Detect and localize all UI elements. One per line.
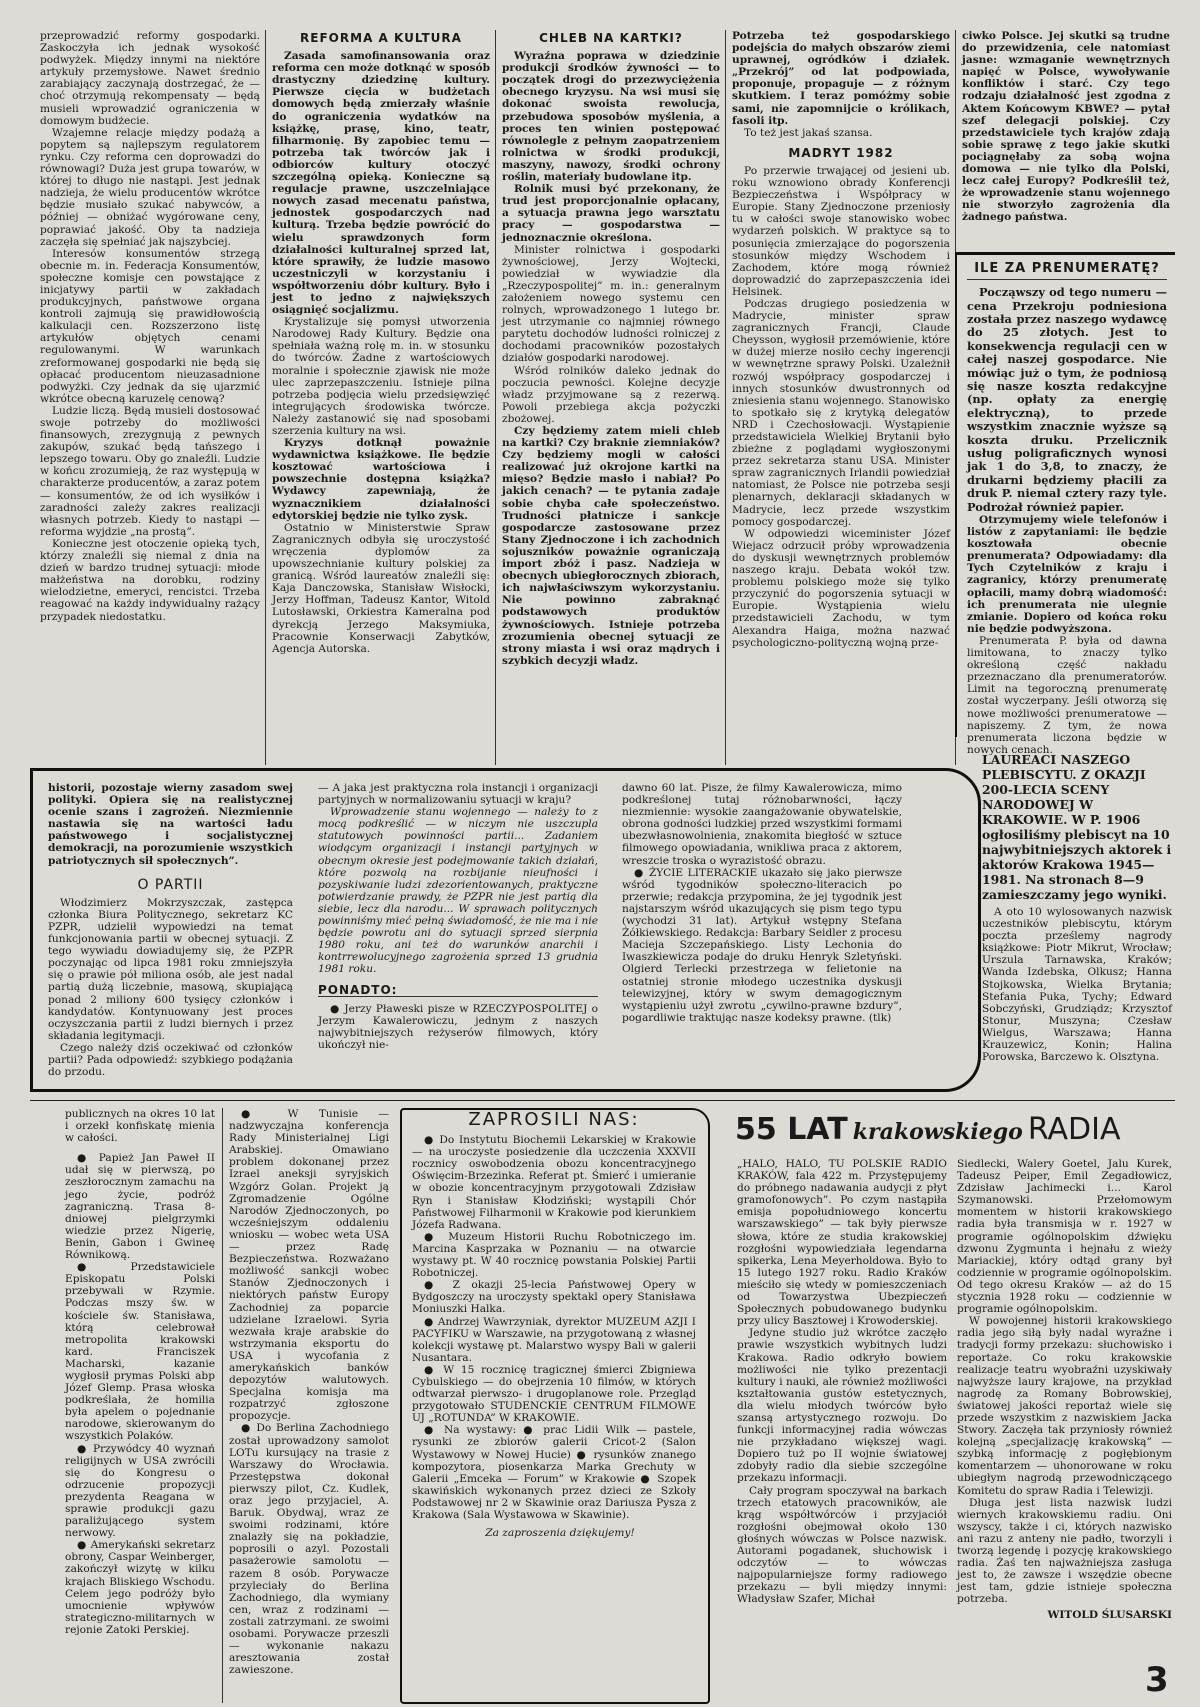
news-paragraph: ● Do Berlina Zachodniego został uprowadzony samolot LOTu kursujący na trasie z Warszawy do Wrocławia. Przestępstwa dokonał pierwszy pilot, Cz. Kudlek, oraz jego przyjaciel, A. Baruk. Obydwaj, wraz ze swoimi rodzinami, które znalazły się na pokładzie, poprosili o azyl. Pozostali pasażerowie samolotu — razem 8 osób. Porywacze przyleciały do Berlina Zachodniego, dla wymiany cen, wraz z rodzinami — zostali zatrzymani. ze swoimi osobami. Porywacze przeszli — wykonanie nakazu aresztowania został zawieszone. — [229, 1422, 389, 1677]
invitation-item: ● Z okazji 25-lecia Państwowej Opery w Bydgoszczy na uroczysty spektakl opery Stanisława Moniuszki Halka. — [412, 1279, 696, 1316]
news-paragraph: ● Przywódcy 40 wyznań religijnych w USA zwrócili się do Kongresu o odrzucenie propozycji prezydenta Reagana w sprawie produkcji gazu paraliżującego system nerwowy. — [65, 1442, 215, 1540]
news-paragraph: ● Papież Jan Paweł II udał się w pierwszą, po zeszłorocznym zamachu na jego życie, podróż zagraniczną. Trasa 8-dniowej pielgrzymki wiedzie przez Nigerię, Benin, Gabon i Gwineę Równikową. — [65, 1152, 215, 1262]
column-3-paragraph: Minister rolnictwa i gospodarki żywnościowej, Jerzy Wojtecki, powiedział w wywiadzie dla „Rzeczypospolitej” m. in.: generalnym założeniem nowego systemu cen rolnych, wprowadzonego 1 lutego br. jest utrzymanie co najmniej równego parytetu dochodów ludności rolniczej z dochodami pracowników pozostałych działów gospodarki narodowej. — [502, 243, 720, 365]
party-paragraph: ● ŻYCIE LITERACKIE ukazało się jako pierwsze wśród tygodników społeczno-literacich po przerwie; redakcja przypomina, że jej tygodnik jest najstarszym wśród ukazujących się pism tego typu (wychodzi 31 lat). Artykuł wstępny Stefana Żółkiewskiego. Redakcja: Barbary Seidler z procesu Macieja Szczepańskiego. Listy Lechonia do Iwaszkiewicza podaje do druku Henryk Szletyński. Olgierd Terlecki przestrzega w felietonie na ostatniej stronie młodego uczestnika dyskusji telewizyjnej, który w swym demagogicznym wystąpieniu użył zwrotu „cywilno-prawne bzdury”, pogardliwie traktując nasze kodeksy prawne. (tlk) — [622, 866, 902, 1024]
column-5-paragraph: ciwko Polsce. Jej skutki są trudne do przewidzenia, cele natomiast jasne: wzmaganie wewnętrznych napięć w Polsce, wywoływanie konfliktów i starć. Czy tego rodzaju działalność jest zgodna z Aktem Końcowym KBWE? — pytał szef delegacji polskiej. Czy przedstawiciele tych krajów zdają sobie sprawę z tego jakie skutki pociągnęłaby za sobą wojna domowa — nie tylko dla Polski, lecz całej Europy? Podkreślił też, że wprowadzenie stanu wojennego nie stworzyło zagrożenia dla żadnego państwa. — [962, 30, 1170, 224]
invitation-item: ● Na wystawy: ● prac Lidii Wilk — pastele, rysunki ze zbiorów galerii Cricot-2 (Salon Wystawowy w Nowej Hucie) ● rysunków znanego kompozytora, piosenkarza Marka Grechuty w Galerii „Emceka — Forum” w Krakowie ● Szopek skawińskich wykonanych przez dzieci ze Szkoły Podstawowej nr 2 w Skawinie oraz Dariusza Pysza z Krakowa (Sala Wystawowa w Skawinie). — [412, 1424, 696, 1521]
column-4-paragraph: Potrzeba też gospodarskiego podejścia do małych obszarów ziemi uprawnej, ogródków i działek. „Przekrój” od lat podpowiada, proponuje, propaguje — z różnym skutkiem. I teraz pomóżmy sobie sami, nie zapomnijcie o królikach, fasoli itp. — [732, 30, 950, 127]
party-paragraph: — A jaka jest praktyczna rola instancji i organizacji partyjnych w normalizowaniu sytuacji w kraju? — [318, 782, 598, 807]
radio-title-c: RADIA — [1027, 1112, 1121, 1147]
section-heading: CHLEB NA KARTKI? — [539, 31, 683, 45]
radio-paragraph: Długa jest lista nazwisk ludzi wiernych krakowskiemu radiu. Oni wszyscy, także i ci, których nazwisko ani razu z anteny nie padło, tworzyli i tworzą legendę i pozycję krakowskiego radia. Żaś ten najważniejsza zasługa jest to, że zawsze i wszędzie obecne jest tam, gdzie istnieje społeczna potrzeba. — [957, 1496, 1172, 1606]
page-number: 3 — [1145, 1660, 1169, 1700]
column-1 — [40, 30, 260, 623]
news-column-2 — [229, 1108, 389, 1676]
party-paragraph: Wprowadzenie stanu wojennego — należy to z mocą podkreślić — w niczym nie uszczupla statutowych powinności partii... Zadaniem wiodącym organizacji i instancji partyjnych w obecnym okresie jest podejmowanie takich działań, które pozwolą na rozbijanie nieufności i pozyskiwanie ludzi zdezorientowanych, praktyczne potwierdzanie prawdy, że PZPR nie jest partią dla siebie, lecz dla narodu... W sprawach politycznych powinniśmy mieć pełną świadomość, że nie ma i nie będzie powrotu ani do sytuacji sprzed sierpnia 1980 roku, ani też do warunków anarchii i kontrrewolucyjnego zagrożenia sprzed 13 grudnia 1981 roku. — [318, 806, 598, 976]
news-paragraph: ● W Tunisie — nadzwyczajna konferencja Rady Ministerialnej Ligi Arabskiej. Omawiano problem dokonanej przez Izrael aneksji syryjskich Wzgórz Golan. Projekt ją Zgromadzenie Ogólne Narodów Zjednoczonych, po wcześniejszym oddaleniu wniosku — wobec weta USA — przez Radę Bezpieczeństwa. Rozważano możliwość sankcji wobec Stanów Zjednoczonych i niektórych państw Europy Zachodniej za poparcie udzielane Izraelowi. Syria wezwała kraje arabskie do wstrzymania eksportu do USA i wycofania z amerykańskich banków depozytów walutowych. Specjalna komisja ma rozpatrzyć zgłoszone propozycje. — [229, 1108, 389, 1423]
party-box-column-3 — [622, 782, 902, 1024]
column-1-paragraph: Ludzie liczą. Będą musieli dostosować swoje potrzeby do możliwości finansowych, zrezygnują z pewnych zakupów, szukać będą tańszego i lepszego towaru. Oby go znaleźli. Ludzie w końcu zrozumieją, że raz występują w charakterze producentów, a zaraz potem — konsumentów, że od ich wysiłków i zaradności zależy zakres realizacji własnych potrzeb. Kiedy to nastąpi — reforma wyjdzie „na prostą”. — [40, 404, 260, 538]
subscription-paragraph: Prenumerata P. była od dawna limitowana, to znaczy tylko określoną część nakładu przeznaczano dla prenumeratorów. Limit na tegoroczną prenumeratę został wyczerpany. Jeśli otworzą się nowe możliwości prenumeratowe — napiszemy. Z tym, że nowa prenumerata liczona będzie w nowych cenach. — [967, 634, 1167, 756]
laureates-title: LAUREACI NASZEGO PLEBISCYTU. Z OKAZJI 200-LECIA SCENY NARODOWEJ W KRAKOWIE. W P. 1906 ogłosiliśmy plebiscyt na 10 najwybitniejszych aktorek i aktorów Krakowa 1945—1981. Na stronach 8—9 zamieszczamy jego wyniki. — [982, 752, 1172, 902]
news-paragraph: ● Amerykański sekretarz obrony, Caspar Weinberger, zakończył wizytę w kilku krajach Bliskiego Wschodu. Celem jego podróży było umocnienie wpływów strategiczno-militarnych w rejonie Zatoki Perskiej. — [65, 1539, 215, 1636]
invitations-column — [412, 1109, 696, 1540]
column-1-paragraph: Wzajemne relacje między podażą a popytem są najlepszym regulatorem rynku. Czy reforma cen doprowadzi do równowagi? Duża jest grupa towarów, w której to długo nie nastąpi. Jest jednak nadzieja, że wielu producentów wkrótce będzie musiało szukać nabywców, a później — obniżać wygórowane ceny, poprawiać jakość. Oby ta nadzieja zaczęła się spełniać jak najszybciej. — [40, 126, 260, 248]
column-1-paragraph: Interesów konsumentów strzegą obecnie m. in. Federacja Konsumentów, społeczne komisje cen powstające z inicjatywy partii w zakładach produkcyjnych, państwowe organa kontroli zajmują się prawidłowością kalkulacji cen. Rozszerzono listę artykułów objętych cenami regulowanymi. W warunkach zreformowanej gospodarki nie będą się opłacać producentom nieuzasadnione podwyżki. Czy jednak da się ujarzmić wkrótce obecną karuzelę cenową? — [40, 247, 260, 405]
radio-author: WITOLD ŚLUSARSKI — [1047, 1609, 1172, 1622]
column-4-paragraph: Podczas drugiego posiedzenia w Madrycie, minister spraw zagranicznych Francji, Claude Cheysson, wygłosił przemówienie, które w dużej mierze nosiło cechy ingerencji w wewnętrzne sprawy Polski. Uzależnił rozwój współpracy gospodarczej i innych stosunków dwustronnych od zniesienia stanu wojennego. Stanowisko to spotkało się z krytyką delegatów NRD i Czechosłowacji. Wystąpienie przedstawiciela Wielkiej Brytanii było zbieżne z poglądami wygłoszonymi przez sekretarza stanu USA. Minister spraw zagranicznych Irlandii powiedział natomiast, że Polsce nie potrzeba sesji plenarnych, deklaracji składanych w Madrycie, lecz przede wszystkim pomocy gospodarczej. — [732, 297, 950, 528]
invitation-item: ● Do Instytutu Biochemii Lekarskiej w Krakowie — na uroczyste posiedzenie dla uczczenia XXXVII rocznicy oswobodzenia obozu koncentracyjnego Oświęcim-Brzezinka. Referat pt. Śmierć i umieranie w obozie koncentracyjnym przygotowali Zdzisław Ryn i Stanisław Kłodziński; wystąpili Chór Państwowej Filharmonii w Krakowie pod kierunkiem Józefa Radwana. — [412, 1134, 696, 1231]
column-2 — [272, 30, 490, 655]
news-paragraph: publicznych na okres 10 lat i orzekł konfiskatę mienia w całości. — [65, 1108, 215, 1145]
subscription-paragraph: Otrzymujemy wiele telefonów i listów z zapytaniami: ile będzie kosztowała obecnie prenumerata? Odpowiadamy: dla Tych Czytelników z kraju i zagranicy, którzy prenumeratę opłacili, mamy dobrą wiadomość: ich prenumerata nie ulegnie zmianie. Dopiero od końca roku nie będzie podwyższona. — [967, 514, 1167, 635]
section-heading: REFORMA A KULTURA — [300, 31, 462, 45]
column-4-paragraph: To też jest jakaś szansa. — [744, 126, 873, 139]
column-3-paragraph: Rolnik musi być przekonany, że trud jest proporcjonalnie opłacany, a sytuacja prawna jego warsztatu pracy — gospodarstwa — jednoznacznie określona. — [502, 183, 720, 244]
column-2-paragraph: Kryzys dotknął poważnie wydawnictwa książkowe. Ile będzie kosztować wartościowa i powszechnie dostępna książka? Wydawcy zapewniają, że wyznacznikiem działalności edytorskiej będzie nie tylko zysk. — [272, 437, 490, 522]
radio-headline — [735, 1112, 1175, 1147]
section-heading: O PARTII — [137, 876, 204, 893]
party-paragraph: historii, pozostaje wierny zasadom swej polityki. Opiera się na realistycznej ocenie szans i zagrożeń. Niezmiennie nastawia się na wartości ładu państwowego i socjalistycznej demokracji, na porozumienie wszystkich patriotycznych sił społecznych”. — [48, 782, 293, 867]
column-4-paragraph: W odpowiedzi wiceminister Józef Wiejacz odrzucił próby wprowadzenia do dyskusji wewnętrznych problemów naszego kraju. Debata wokół tzw. problemu polskiego może się tylko przyczynić do pogorszenia sytuacji w Europie. Wystąpienia wielu przedstawicieli Zachodu, w tym Alexandra Haiga, można nazwać psychologiczno-polityczną wojną prze- — [732, 527, 950, 649]
column-3-paragraph: Wyraźna poprawa w dziedzinie produkcji środków żywności — to początek drogi do przezwyciężenia obecnego kryzysu. Na wsi musi się dokonać swoista rewolucja, przebudowa sposobów myślenia, a proces ten winien postępować równolegle z pełnym zaopatrzeniem rolnictwa w środki produkcji, maszyny, nawozy, środki ochrony roślin, materiały budowlane itp. — [502, 50, 720, 184]
column-4-paragraph: Po przerwie trwającej od jesieni ub. roku wznowiono obrady Konferencji Bezpieczeństwa i Współpracy w Europie. Stany Zjednoczone przeniosły tu w całości swoje stanowisko wobec wydarzeń polskich. W praktyce są to posunięcia zmierzające do pogorszenia stosunków między Wschodem i Zachodem, które mogą również doprowadzić do zaprzepaszczenia idei Helsinek. — [732, 164, 950, 298]
radio-paragraph: Jedyne studio już wkrótce zaczęło prawie wszystkich wybitnych ludzi Krakowa. Radio odkryło bowiem możliwości nie tylko prezentacji kultury i nauki, ale również możliwości kształtowania gustów estetycznych, dla wielu młodych twórców było szansą artystycznego rozwoju. Do funkcji informacyjnej radia wówczas nie przykładano większej wagi. Dopiero tuż po II wojnie światowej zdobyły radio dla siebie szczególne przekazu informacji. — [737, 1327, 947, 1485]
column-5 — [962, 30, 1170, 224]
radio-paragraph: W powojennej historii krakowskiego radia jego siłą były nadal wyraźne i tradycji formy przekazu: słuchowisko i reportaże. Co roku krakowskie realizacje teatru wyobraźni uzyskiwały najwyższe laury krajowe, na przykład nagrodę za Romany Bobrowskiej, światowej jakości reportaż wiele się przede wszystkim z nazwiskiem Jacka Stwory. Zaczęła tak przyniosły również kolejną „specjalizację krakowską” — szybką informację z pogłębionym komentarzem — uhonorowane w roku ubiegłym nagrodą przewodniczącego Komitetu do spraw Radia i Telewizji. — [957, 1315, 1172, 1497]
radio-title-a: 55 LAT — [735, 1112, 848, 1147]
section-heading: ILE ZA PRENUMERATĘ? — [967, 263, 1167, 280]
subscription-paragraph: Począwszy od tego numeru — cena Przekroju podniesiona została przez naszego wydawcę do 25 złotych. Jest to konsekwencja regulacji cen w całej naszej gospodarce. Nie mówiąc już o tym, że podniosą się nasze koszta redakcyjne (np. opłaty za energię elektryczną), to przede wszystkim znacznie wyższe są koszta druku. Przelicznik usług poligraficznych wynosi jak 1 do 3,8, to znaczy, że drukarni będziemy płacili za druk P. niemal cztery razy tyle. Podrożał również papier. — [967, 285, 1167, 514]
column-1-paragraph: Konieczne jest otoczenie opieką tych, którzy znaleźli się niemal z dnia na dzień w bardzo trudnej sytuacji: młode małżeństwa na dorobku, rodziny wielodzietne, emeryci, rencistci. Trzeba reagować na każdy indywidualny rażący przypadek niedostatku. — [40, 537, 260, 623]
party-paragraph: dawno 60 lat. Pisze, że filmy Kawalerowicza, mimo podkreślonej tutaj różnobarwności, łączy niezmiennie: wysokie zaangażowanie obywatelskie, obrona godności ludzkiej przed wszystkimi formami ubezwłasnowolnienia, znakomita biegłość w sztuce filmowego opowiadania, wnikliwa praca z aktorem, wreszcie troska o wyrazistość obrazu. — [622, 782, 902, 867]
party-paragraph: Włodzimierz Mokrzyszczak, zastępca członka Biura Politycznego, sekretarz KC PZPR, udzielił wypowiedzi na temat funkcjonowania partii w obecnej sytuacji. Z tego wywiadu dowiadujemy się, że PZPR poczynając od lipca 1981 roku zmniejszyła się o prawie pół miliona osób, ale jest nadal partią dużą liczebnie, masową, skupiającą ponad 2 miliony 600 tysięcy członków i kandydatów. Kontynuowany jest proces oczyszczania partii z ludzi biernych i przez składania legitymacji. — [48, 896, 293, 1042]
radio-column-2 — [957, 1158, 1172, 1622]
radio-paragraph: „HALO, HALO, TU POLSKIE RADIO KRAKÓW, fala 422 m. Przystępujemy do próbnego nadawania audycji z płyt gramofonowych”. Po czym nastąpiła emisja popołudniowego koncertu warszawskiego” — tak były pierwsze słowa, które ze studia krakowskiej rozgłośni wypowiedziała legendarna spikerka, Lena Meyerholdowa. Było to 15 lutego 1927 roku. Radio Kraków mieściło się wtedy w pomieszczeniach od Towarzystwa Ubezpieczeń Społecznych pobudowanego budynku przy ulicy Basztowej i Krowoderskiej. — [737, 1158, 947, 1328]
column-3 — [502, 30, 720, 667]
section-heading: MADRYT 1982 — [788, 145, 894, 160]
news-paragraph: ● Przedstawiciele Episkopatu Polski przebywali w Rzymie. Podczas mszy św. w kościele św. Stanisława, którą celebrował metropolita krakowski kard. Franciszek Macharski, kazanie wygłosił prymas Polski abp Józef Glemp. Prasa włoska podkreślała, że homilia była apelem o pojednanie narodowe, skierowanym do wszystkich Polaków. — [65, 1261, 215, 1443]
party-box-column-1 — [48, 782, 293, 1078]
section-heading: PONADTO: — [318, 984, 598, 997]
column-2-paragraph: Ostatnio w Ministerstwie Spraw Zagranicznych odbyła się uroczystość wręczenia dyplomów za upowszechnianie kultury polskiej za granicą. Wśród laureatów znaleźli się: Kaja Danczowska, Stanisław Wisłocki, Jerzy Hoffman, Tadeusz Kantor, Witold Lutosławski, Orkiestra Kameralna pod dyrekcją Jerzego Maksymiuka, Pracownie Konserwacji Zabytków, Agencja Autorska. — [272, 521, 490, 655]
radio-paragraph: Siedlecki, Walery Goetel, Jalu Kurek, Tadeusz Peiper, Emil Zegadłowicz, Zdzisław Jachimecki i... Karol Szymanowski. Przełomowym momentem w historii krakowskiego radia była transmisja w r. 1927 w programie ogólnopolskim dźwięku dzwonu Zygmunta i hejnału z wieży Mariackiej, który odtąd grany był codziennie w programie ogólnopolskim. Od tego okresu Kraków — aż do 15 stycznia 1928 roku — codziennie w programie ogólnopolskim. — [957, 1158, 1172, 1316]
invitation-item: ● Muzeum Historii Ruchu Robotniczego im. Marcina Kasprzaka w Poznaniu — na otwarcie wystawy pt. W 40 rocznicę powstania Polskiej Partii Robotniczej. — [412, 1230, 696, 1280]
column-4 — [732, 30, 950, 649]
party-box-column-2 — [318, 782, 598, 1051]
invitation-item: ● Andrzej Wawrzyniak, dyrektor MUZEUM AZJI I PACYFIKU w Warszawie, na przygotowaną z własnej kolekcji wystawę pt. Malarstwo wyspy Bali w galerii Nusantara. — [412, 1315, 696, 1364]
invitations-footer: Za zaproszenia dziękujemy! — [485, 1527, 635, 1540]
column-1-paragraph: przeprowadzić reformy gospodarki. Zaskoczyła ich jednak wysokość podwyżek. Między innymi na niektóre artykuły przemysłowe. Nawet średnio zarabiający zaczynają dostrzegać, że — choć otrzymują rekompensaty — będą musieli wprowadzić ograniczenia w domowym budżecie. — [40, 30, 260, 127]
radio-column-1 — [737, 1158, 947, 1605]
column-2-paragraph: Zasada samofinansowania oraz reforma cen może dotknąć w sposób drastyczny dziedzinę kultury. Pierwsze cięcia w budżetach domowych będą zmierzały właśnie do ograniczenia wydatków na książkę, prasę, kino, teatr, filharmonię. By zapobiec temu — potrzeba tak twórców jak i odbiorców kultury otoczyć szczególną opieką. Konieczne są regulacje prawne, uszczelniające nowych zasad mecenatu państwa, jednostek gospodarczych nad kulturą. Trzeba będzie powrócić do wielu sprawdzonych form działalności kulturalnej sprzed lat, które sprawiły, że ludzie masowo uczestniczyli w korzystaniu i współtworzeniu dóbr kultury. Było i jest to jedno z największych osiągnięć socjalizmu. — [272, 50, 490, 317]
laureates-section — [982, 752, 1172, 1063]
invitation-item: ● W 15 rocznicę tragicznej śmierci Zbigniewa Cybulskiego — do obejrzenia 10 filmów, w których odtwarzał pierwszo- i drugoplanowe role. Przegląd przygotowało STUDENCKIE CENTRUM FILMOWE UJ „ROTUNDA” W KRAKOWIE. — [412, 1363, 696, 1425]
column-3-paragraph: Wśród rolników daleko jednak do poczucia pewności. Kolejne decyzje władz przyjmowane są z rezerwą. Powoli przebiega akcja pożyczki zbożowej. — [502, 364, 720, 425]
radio-paragraph: Cały program spoczywał na barkach trzech etatowych pracowników, ale krąg współtwórców i przyjaciół rozgłośni obejmował około 130 głośnych wówczas w Polsce nazwisk. Autorami pogadanek, słuchowisk i odczytów — to wówczas najpopularniejsze formy radiowego przekazu — byli między innymi: Władysław Szafer, Michał — [737, 1484, 947, 1606]
invitations-title: ZAPROSILI NAS: — [468, 1109, 640, 1130]
laureates-paragraph: A oto 10 wylosowanych nazwisk uczestników plebiscytu, którym poczta prześlemy nagrody książkowe: Piotr Mikrut, Wrocław; Urszula Tarnawska, Kraków; Wanda Izdebska, Olkusz; Hanna Stojkowska, Wielka Brytania; Stefania Puka, Tychy; Edward Sobczyński, Grudziądz; Krzysztof Stonur, Muszyna; Czesław Wielgus, Warszawa; Hanna Krauzewicz, Konin; Halina Porowska, Barczewo k. Olsztyna. — [982, 906, 1172, 1064]
radio-title-b: krakowskiego — [852, 1119, 1023, 1145]
party-paragraph: ● Jerzy Pławeski pisze w RZECZYPOSPOLITEJ o Jerzym Kawalerowiczu, jednym z naszych najwybitniejszych reżyserów filmowych, który ukończył nie- — [318, 1002, 598, 1051]
subscription-box — [955, 252, 1175, 756]
news-column-1 — [65, 1108, 215, 1636]
column-2-paragraph: Krystalizuje się pomysł utworzenia Narodowej Rady Kultury. Będzie ona spełniała ważną rolę m. in. w stosunku do twórców. Żadne z wartościowych moralnie i społecznie zjawisk nie może ulec zaprzepaszczeniu. Istnieje pilna potrzeba podjęcia wielu przedsięwzięć integrujących środowiska twórcze. Należy zastanowić się nad sposobami szerzenia kultury na wsi. — [272, 316, 490, 437]
column-3-paragraph: Czy będziemy zatem mieli chleb na kartki? Czy braknie ziemniaków? Czy będziemy mogli w całości realizować już okrojone kartki na mięso? Będzie masło i nabiał? Po jakich cenach? — te pytania zadaje sobie chyba całe społeczeństwo. Trudności płatnicze i sankcje gospodarcze zastosowane przez Stany Zjednoczone i ich zachodnich sojuszników poważnie ograniczają import zbóż i pasz. Nadzieja w obecnych ubiegłorocznych zbiorach, ich najwłaściwszym wykorzystaniu. Nie powinno zabraknąć podstawowych produktów żywnościowych. Istnieje potrzeba zrozumienia obecnej sytuacji ze strony miasta i wsi oraz mądrych i szybkich decyzji władz. — [502, 425, 720, 667]
party-paragraph: Czego należy dziś oczekiwać od członków partii? Pada odpowiedź: szybkiego podążania do przodu. — [48, 1041, 293, 1079]
